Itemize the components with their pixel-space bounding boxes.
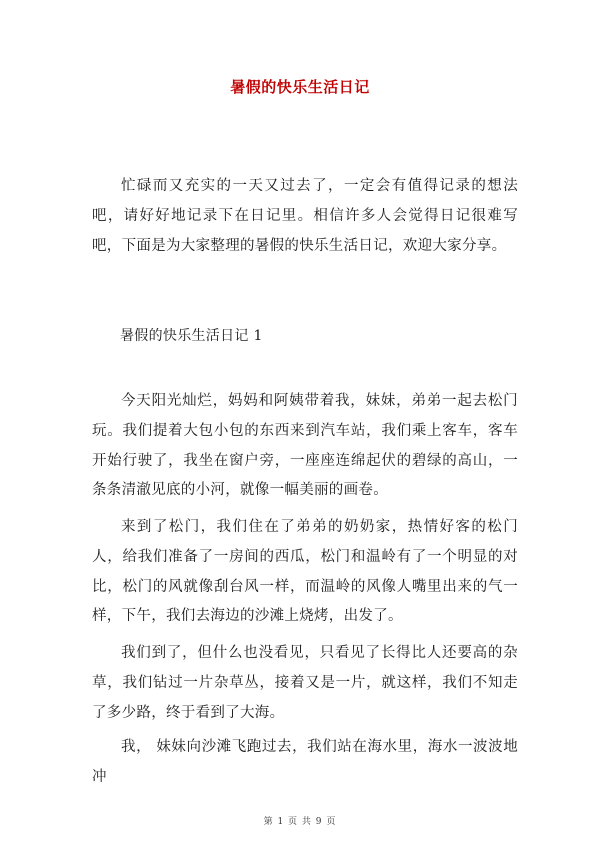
document-title: 暑假的快乐生活日记 — [230, 78, 370, 96]
intro-paragraph: 忙碌而又充实的一天又过去了，一定会有值得记录的想法吧，请好好地记录下在日记里。相信许多人会觉得日记很难写吧，下面是为大家整理的暑假的快乐生活日记，欢迎大家分享。 — [92, 178, 518, 254]
body-paragraph-2: 来到了松门，我们住在了弟弟的奶奶家，热情好客的松门人，给我们准备了一房间的西瓜，松门和温岭有了一个明显的对比，松门的风就像刮台风一样，而温岭的风像人嘴里出来的气一样，下午，我们去海边的沙滩上烧烤，出发了。 — [92, 519, 518, 625]
section-heading: 暑假的快乐生活日记 1 — [120, 328, 263, 344]
body-paragraph-1: 今天阳光灿烂，妈妈和阿姨带着我，妹妹，弟弟一起去松门玩。我们提着大包小包的东西来到汽车站，我们乘上客车，客车开始行驶了，我坐在窗户旁，一座座连绵起伏的碧绿的高山，一条条清澈见底的小河，就像一幅美丽的画卷。 — [92, 393, 518, 499]
page-number-footer: 第 1 页 共 9 页 — [263, 817, 337, 827]
body-paragraph-3: 我们到了，但什么也没看见，只看见了长得比人还要高的杂草，我们钻过一片杂草丛，接着又是一片，就这样，我们不知走了多少路，终于看到了大海。 — [92, 645, 518, 721]
body-paragraph-4: 我， 妹妹向沙滩飞跑过去，我们站在海水里，海水一波波地冲 — [92, 739, 518, 785]
